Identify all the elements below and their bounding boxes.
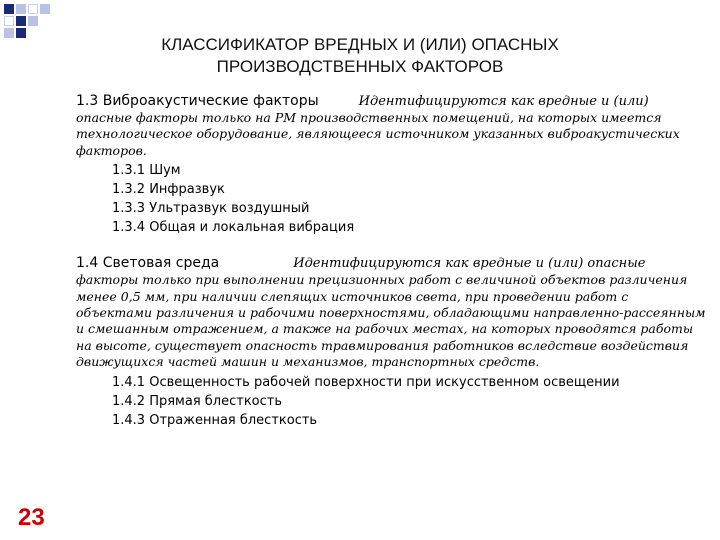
section-heading: 1.4 Световая среда: [76, 255, 220, 272]
section-heading: 1.3 Виброакустические факторы: [76, 93, 319, 109]
section-light: [76, 255, 708, 429]
deco-square: [16, 16, 26, 26]
section-text: факторы только при выполнении прецизионных работ с величиной объектов различения менее 0,5 мм, при наличии слепящих источников света, при проведении работ с объектами различения и рабочими поверхностями, обладающими направленно-рассеянным и смешанным отражением, а также на рабочих местах, на которых проводятся работы на высоте, существует опасность травмирования работников вследствие воздействия движущихся частей машин и механизмов, транспортных средств.: [76, 272, 706, 370]
title-line: ПРОИЗВОДСТВЕННЫХ ФАКТОРОВ: [216, 57, 504, 76]
deco-square: [28, 16, 38, 26]
list-item: 1.3.3 Ультразвук воздушный: [112, 201, 310, 217]
deco-square: [4, 4, 14, 14]
slide-title: [100, 34, 620, 78]
decorative-squares: [0, 0, 64, 40]
deco-square: [16, 28, 26, 38]
section-heading-row: [76, 255, 708, 272]
list-item: 1.4.1 Освещенность рабочей поверхности при искусственном освещении: [112, 374, 620, 390]
list-item: 1.3.2 Инфразвук: [112, 182, 225, 198]
title-line: КЛАССИФИКАТОР ВРЕДНЫХ И (ИЛИ) ОПАСНЫХ: [161, 35, 559, 54]
deco-square: [4, 16, 14, 26]
slide-body: [76, 93, 708, 430]
page-number: 23: [18, 504, 45, 531]
section-heading-row: [76, 93, 708, 110]
item-list: [76, 373, 708, 430]
section-intro: Идентифицируются как вредные и (или) опасные: [293, 256, 646, 272]
list-item: 1.4.3 Отраженная блесткость: [112, 412, 318, 428]
section-text: опасные факторы только на РМ производственных помещений, на которых имеется технологическое оборудование, являющееся источником указанных виброакустических факторов.: [76, 110, 680, 158]
section-intro: Идентифицируются как вредные и (или): [358, 94, 649, 109]
list-item: 1.3.1 Шум: [112, 163, 181, 179]
deco-square: [40, 4, 50, 14]
deco-square: [16, 4, 26, 14]
deco-square: [28, 4, 38, 14]
list-item: 1.3.4 Общая и локальная вибрация: [112, 220, 355, 236]
section-vibroacoustic: [76, 93, 708, 237]
list-item: 1.4.2 Прямая блесткость: [112, 393, 283, 409]
deco-square: [4, 28, 14, 38]
item-list: [76, 161, 708, 237]
